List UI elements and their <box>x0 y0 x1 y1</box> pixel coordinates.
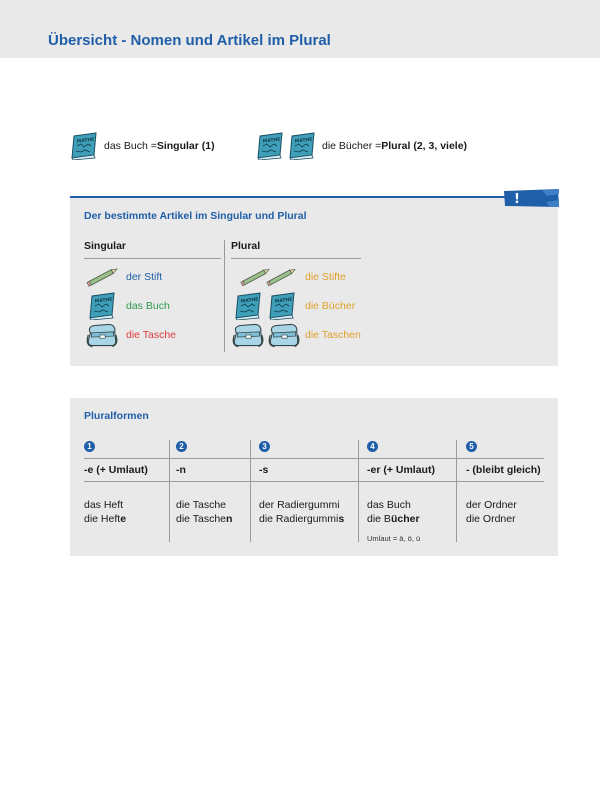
singular-word: die Tasche <box>126 329 177 341</box>
book-icon <box>68 132 100 160</box>
book-icon <box>254 132 286 160</box>
bag-icon <box>84 322 120 348</box>
intro-singular-text: das Buch = <box>104 140 157 152</box>
rule-label: - (bleibt gleich) <box>466 464 541 476</box>
example-singular: der Ordner <box>466 499 517 511</box>
rule-top-line <box>84 458 544 459</box>
singular-word: das Buch <box>126 300 170 312</box>
pencil-icon <box>264 266 298 288</box>
example-plural: die Bücher <box>367 513 420 525</box>
intro-plural-bold: Plural (2, 3, viele) <box>381 140 468 152</box>
number-badge: 4 <box>367 441 378 452</box>
header-band <box>0 0 600 58</box>
singular-word: der Stift <box>126 271 163 283</box>
number-badge: 1 <box>84 441 95 452</box>
rule-label: -s <box>259 464 269 476</box>
badge-label: ! <box>514 192 520 207</box>
definite-box-title: Der bestimmte Artikel im Singular und Plural <box>84 210 307 222</box>
book-icon <box>86 292 118 320</box>
plural-header: Plural <box>231 240 261 252</box>
book-icon <box>232 292 264 320</box>
intro-plural <box>254 128 467 164</box>
book-icon <box>286 132 318 160</box>
umlaut-note: Umlaut = ä, ö, ü <box>367 534 421 543</box>
column-divider <box>169 440 170 542</box>
book-icon <box>266 292 298 320</box>
page-title: Übersicht - Nomen und Artikel im Plural <box>48 32 331 49</box>
singular-header: Singular <box>84 240 127 252</box>
number-badge: 3 <box>259 441 270 452</box>
rule-label: -e (+ Umlaut) <box>84 464 148 476</box>
number-badge: 2 <box>176 441 187 452</box>
example-plural: die Radiergummis <box>259 513 345 525</box>
exclamation-badge-icon <box>502 188 560 208</box>
example-singular: der Radiergummi <box>259 499 340 511</box>
column-divider <box>358 440 359 542</box>
example-plural: die Taschen <box>176 513 233 525</box>
plural-word: die Stifte <box>305 271 346 283</box>
intro-singular <box>68 128 215 164</box>
intro-singular-bold: Singular (1) <box>156 140 215 152</box>
rule-bottom-line <box>84 481 544 482</box>
example-plural: die Ordner <box>466 513 516 525</box>
example-singular: das Buch <box>367 499 411 511</box>
singular-header-rule <box>84 258 221 259</box>
plural-forms-title: Pluralformen <box>84 410 149 422</box>
example-plural: die Hefte <box>84 513 127 525</box>
bag-icon <box>230 322 266 348</box>
example-singular: die Tasche <box>176 499 227 511</box>
rule-label: -er (+ Umlaut) <box>367 464 435 476</box>
number-badge: 5 <box>466 441 477 452</box>
column-divider <box>250 440 251 542</box>
pencil-icon <box>84 266 120 288</box>
plural-word: die Bücher <box>305 300 356 312</box>
column-divider <box>224 240 225 352</box>
plural-header-rule <box>231 258 361 259</box>
intro-plural-text: die Bücher = <box>322 140 382 152</box>
example-singular: das Heft <box>84 499 124 511</box>
column-divider <box>456 440 457 542</box>
bag-icon <box>266 322 302 348</box>
plural-word: die Taschen <box>305 329 361 341</box>
rule-label: -n <box>176 464 186 476</box>
